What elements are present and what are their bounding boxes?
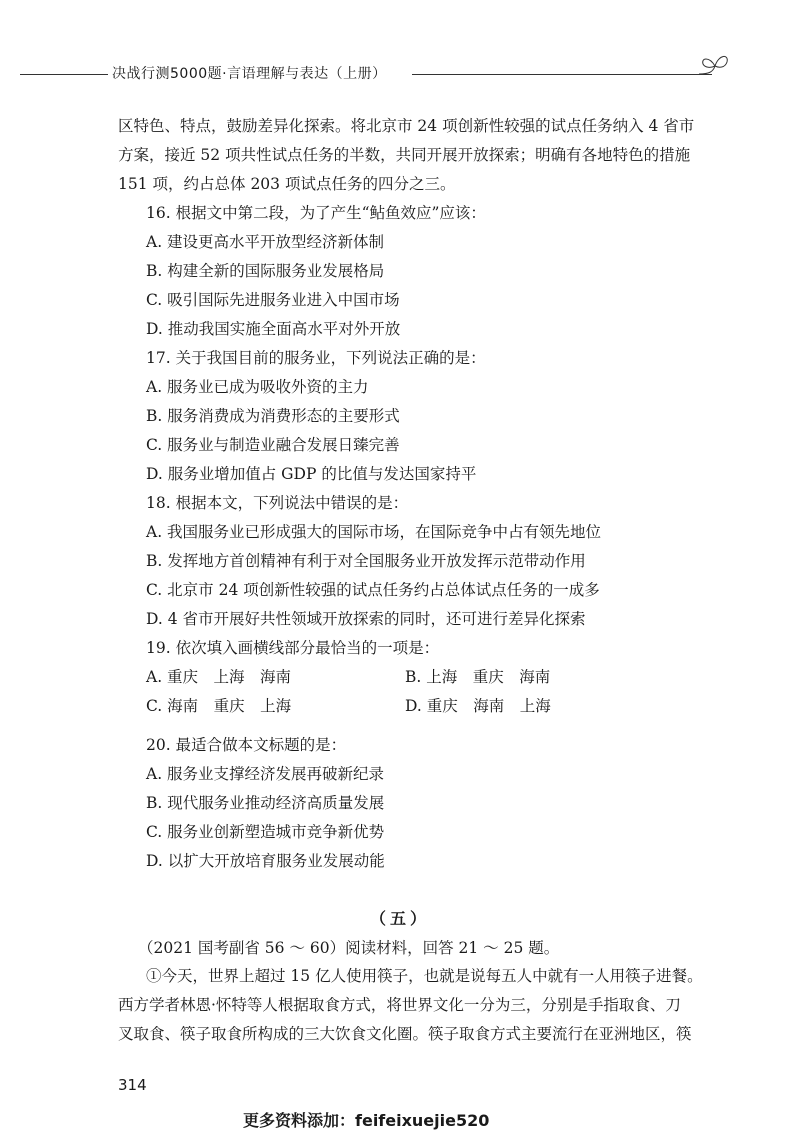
question-16-option-a: A. 建设更高水平开放型经济新体制 bbox=[146, 233, 385, 251]
source-line: （2021 国考副省 56 ～ 60）阅读材料，回答 21 ～ 25 题。 bbox=[138, 939, 560, 957]
header-rule-left bbox=[20, 74, 108, 75]
question-17-stem: 17. 关于我国目前的服务业，下列说法正确的是： bbox=[146, 349, 486, 367]
intro-line: 151 项，约占总体 203 项试点任务的四分之三。 bbox=[118, 175, 456, 193]
question-18-stem: 18. 根据本文，下列说法中错误的是： bbox=[146, 494, 409, 512]
passage-line: 叉取食、筷子取食所构成的三大饮食文化圈。筷子取食方式主要流行在亚洲地区，筷 bbox=[118, 1025, 692, 1043]
header-title: 决战行测5000题·言语理解与表达（上册） bbox=[112, 66, 387, 82]
question-17-option-d: D. 服务业增加值占 GDP 的比值与发达国家持平 bbox=[146, 465, 477, 483]
question-18-option-d: D. 4 省市开展好共性领域开放探索的同时，还可进行差异化探索 bbox=[146, 610, 586, 628]
section-title: （五） bbox=[369, 909, 430, 928]
question-20-stem: 20. 最适合做本文标题的是： bbox=[146, 736, 347, 754]
question-18-option-a: A. 我国服务业已形成强大的国际市场，在国际竞争中占有领先地位 bbox=[146, 523, 602, 541]
question-19-stem: 19. 依次填入画横线部分最恰当的一项是： bbox=[146, 639, 440, 657]
question-19-option-a: A. 重庆 上海 海南 bbox=[146, 668, 292, 686]
question-19-option-c: C. 海南 重庆 上海 bbox=[146, 697, 292, 715]
question-17-option-a: A. 服务业已成为吸收外资的主力 bbox=[146, 378, 369, 396]
footer-note: 更多资料添加：feifeixuejie520 bbox=[243, 1111, 490, 1130]
question-19-option-d: D. 重庆 海南 上海 bbox=[405, 697, 551, 715]
question-20-option-a: A. 服务业支撑经济发展再破新纪录 bbox=[146, 765, 385, 783]
question-16-stem: 16. 根据文中第二段，为了产生“鲇鱼效应”应该： bbox=[146, 204, 486, 222]
question-20-option-b: B. 现代服务业推动经济高质量发展 bbox=[146, 794, 385, 812]
question-16-option-c: C. 吸引国际先进服务业进入中国市场 bbox=[146, 291, 400, 309]
question-18-option-c: C. 北京市 24 项创新性较强的试点任务约占总体试点任务的一成多 bbox=[146, 581, 600, 599]
header-rule-right bbox=[412, 74, 712, 75]
question-17-option-c: C. 服务业与制造业融合发展日臻完善 bbox=[146, 436, 400, 454]
sprout-icon bbox=[695, 50, 735, 84]
passage-line: 西方学者林恩·怀特等人根据取食方式，将世界文化一分为三，分别是手指取食、刀 bbox=[118, 996, 681, 1014]
question-20-option-c: C. 服务业创新塑造城市竞争新优势 bbox=[146, 823, 385, 841]
question-19-option-b: B. 上海 重庆 海南 bbox=[405, 668, 551, 686]
question-20-option-d: D. 以扩大开放培育服务业发展动能 bbox=[146, 852, 385, 870]
question-16-option-d: D. 推动我国实施全面高水平对外开放 bbox=[146, 320, 401, 338]
question-17-option-b: B. 服务消费成为消费形态的主要形式 bbox=[146, 407, 400, 425]
running-header bbox=[20, 58, 725, 90]
page-number: 314 bbox=[118, 1076, 147, 1094]
question-18-option-b: B. 发挥地方首创精神有利于对全国服务业开放发挥示范带动作用 bbox=[146, 552, 586, 570]
intro-line: 方案，接近 52 项共性试点任务的半数，共同开展开放探索；明确有各地特色的措施 bbox=[118, 146, 691, 164]
passage-line: ①今天，世界上超过 15 亿人使用筷子，也就是说每五人中就有一人用筷子进餐。 bbox=[146, 967, 703, 985]
question-16-option-b: B. 构建全新的国际服务业发展格局 bbox=[146, 262, 385, 280]
intro-line: 区特色、特点，鼓励差异化探索。将北京市 24 项创新性较强的试点任务纳入 4 省市 bbox=[118, 117, 695, 135]
